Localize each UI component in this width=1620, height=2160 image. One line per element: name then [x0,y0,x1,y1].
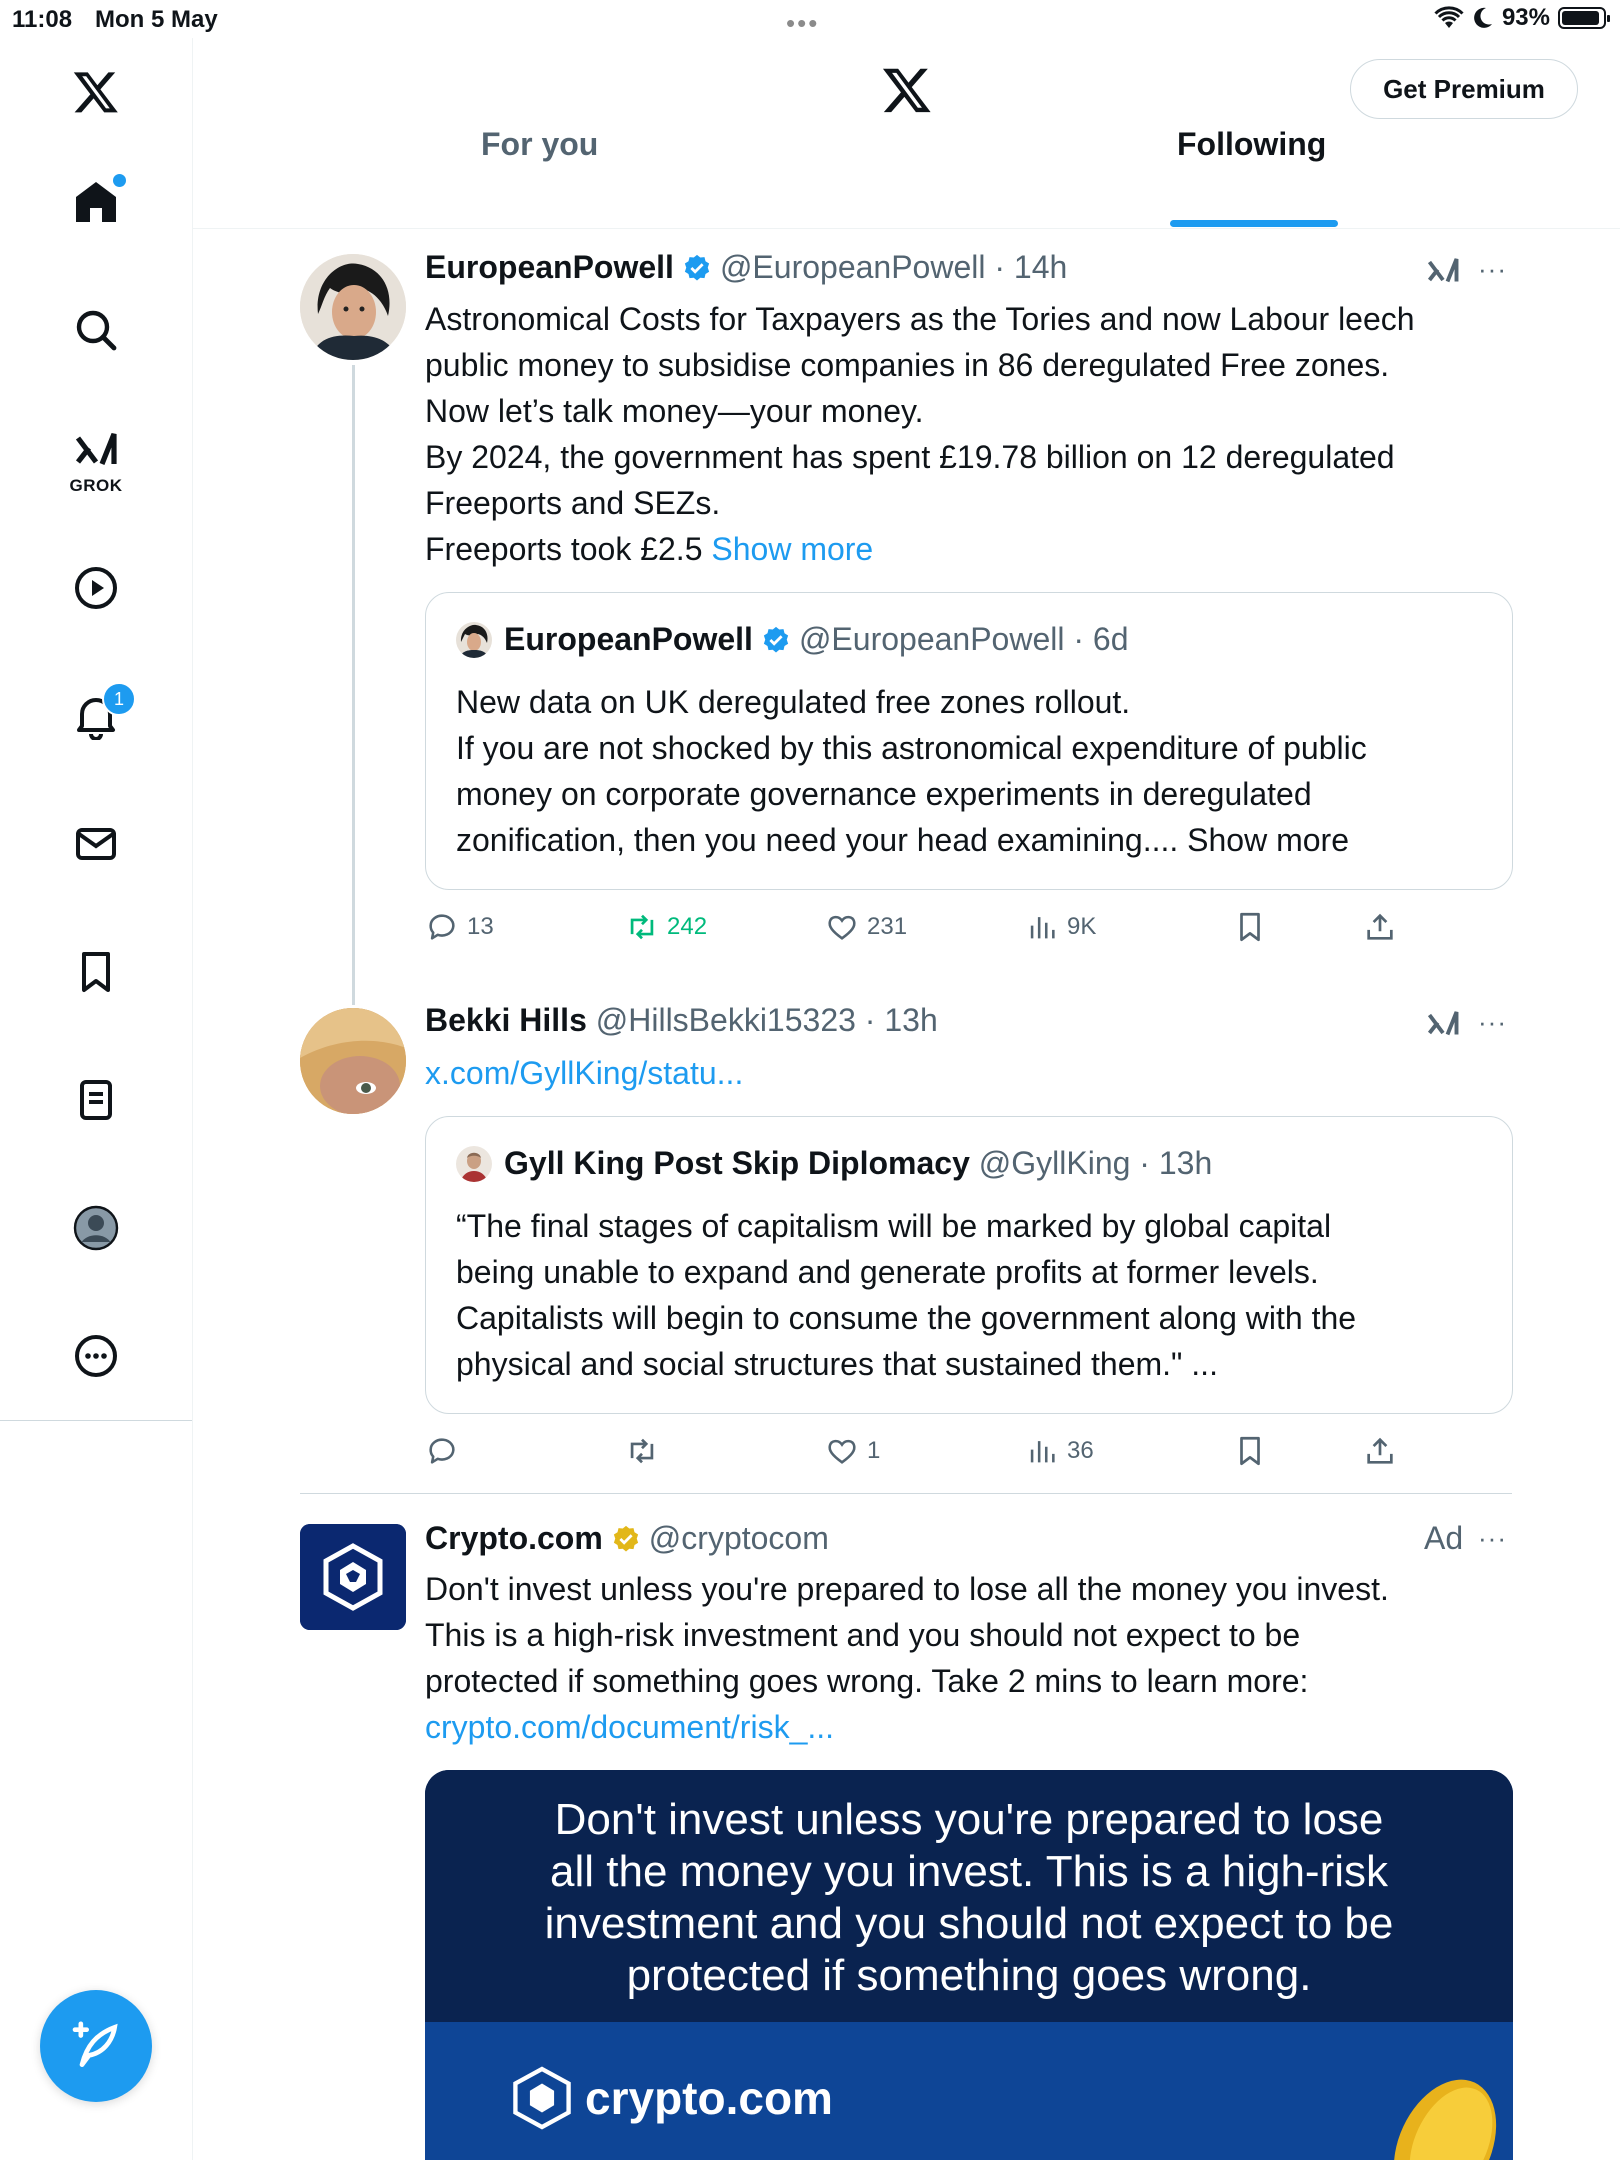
post-1-repost-button[interactable]: 242 [625,910,707,944]
battery-icon [1558,7,1606,29]
post-divider [300,1493,1512,1494]
post-1-text: Astronomical Costs for Taxpayers as the Tories and now Labour leech public money to subsidise companies in 86 deregulated Free zones. Now let’s talk money—your money. By 2024, the government has spent £19.78 billion on 12 deregulated Freeports and SEZs. Freeports took £2.5 Show more [425,301,1415,567]
bookmark-icon [1233,910,1267,944]
post-2-quote-header: Gyll King Post Skip Diplomacy @GyllKing · 13h [456,1145,1212,1182]
notifications-bell-icon[interactable] [56,676,136,756]
post-1-reply-button[interactable]: 13 [425,910,494,944]
post-2-more-icon[interactable]: ··· [1478,1007,1507,1037]
bookmark-icon [1233,1434,1267,1468]
share-upload-icon [1363,910,1397,944]
home-unread-dot [113,174,126,187]
post-3-text: Don't invest unless you're prepared to lose all the money you invest. This is a high-risk investment and you should not expect to be protected if something goes wrong. Take 2 mins to learn more: crypto.com/document/risk_... [425,1566,1515,1750]
crypto-com-logo-icon [513,2066,571,2130]
lists-icon[interactable] [56,1060,136,1140]
ad-image-brand: crypto.com [513,2066,833,2130]
status-date: Mon 5 May [95,6,218,33]
quote-1-text: New data on UK deregulated free zones rollout. If you are not shocked by this astronomical expenditure of public money on corporate governance experiments in deregulated zonification, then you need your head examining.... Show more [456,684,1367,858]
multitask-dots-icon[interactable]: ••• [786,8,820,38]
post-3-header [425,1520,829,1557]
post-2-bookmark-button[interactable] [1233,1434,1267,1468]
post-2-repost-button[interactable] [625,1434,667,1468]
ad-image-headline: Don't invest unless you're prepared to lose all the money you invest. This is a high-risk investment and you should not expect to be protected if something goes wrong. [544,1795,1394,2000]
quote-2-handle: @GyllKing [978,1145,1131,1181]
quote-1-show-more[interactable]: Show more [1187,822,1349,858]
post-2-link[interactable]: x.com/GyllKing/statu... [425,1055,744,1091]
grok-label: GROK [69,476,123,495]
post-1-show-more-link[interactable]: Show more [711,531,874,567]
wifi-icon [1434,6,1464,30]
post-1-quote-header: EuropeanPowell @EuropeanPowell · 6d [456,621,1129,658]
compose-post-button[interactable] [40,1990,152,2102]
repost-icon [625,1434,659,1468]
reply-icon [425,1434,459,1468]
messages-envelope-icon[interactable] [56,804,136,884]
post-3-link[interactable]: crypto.com/document/risk_... [425,1709,835,1745]
post-2-reply-button[interactable] [425,1434,467,1468]
gold-verified-badge-icon [611,1524,641,1554]
post-2-like-button[interactable]: 1 [825,1434,880,1468]
profile-avatar-icon[interactable] [56,1188,136,1268]
tab-for-you[interactable]: For you [481,126,599,162]
heart-icon [825,1434,859,1468]
gold-coin-icon [1381,2066,1501,2160]
quote-2-avatar [456,1146,492,1182]
get-premium-button[interactable]: Get Premium [1350,59,1578,119]
sidebar-divider [0,1420,192,1421]
status-right [1434,4,1606,32]
post-1-quote-card[interactable] [425,592,1513,890]
post-2-quote-card[interactable] [425,1116,1513,1414]
status-bar [0,0,1620,38]
quote-2-time: 13h [1158,1145,1213,1181]
search-icon[interactable] [56,290,136,370]
verified-badge-icon [761,625,791,655]
post-3-more-icon[interactable]: ··· [1478,1523,1507,1553]
heart-icon [825,910,859,944]
moon-icon [1472,6,1494,30]
status-time: 11:08 [12,6,73,33]
x-logo-icon[interactable] [56,52,136,132]
views-chart-icon [1025,910,1059,944]
ad-label: Ad [1424,1520,1464,1556]
video-play-icon[interactable] [56,548,136,628]
post-2-share-button[interactable] [1363,1434,1397,1468]
post-2-views[interactable]: 36 [1025,1434,1094,1468]
post-1-header: EuropeanPowell @EuropeanPowell · 14h [425,249,1068,285]
battery-percent: 93% [1501,4,1550,31]
ad-image-card[interactable] [425,1770,1513,2160]
post-1-grok-icon[interactable] [1425,253,1461,289]
bookmarks-icon[interactable] [56,932,136,1012]
verified-badge-icon [682,253,712,283]
thread-connector-line [352,365,355,1005]
sidebar [0,38,193,2160]
post-2-time[interactable]: 13h [884,1002,938,1038]
share-upload-icon [1363,1434,1397,1468]
avatar-bekki-hills[interactable] [300,1008,406,1114]
post-2-grok-icon[interactable] [1425,1006,1461,1042]
post-1-handle[interactable]: @EuropeanPowell [719,249,986,285]
repost-icon [625,910,659,944]
post-1-more-icon[interactable]: ··· [1478,254,1507,284]
post-2-author-name[interactable]: Bekki Hills [425,1002,587,1038]
quote-1-handle: @EuropeanPowell [798,621,1065,657]
avatar-crypto-com[interactable] [300,1524,406,1630]
quote-2-text: “The final stages of capitalism will be marked by global capital being unable to expand and generate profits at former levels. Capitalists will begin to consume the government along with the physical and social structures that sustained them." ... [456,1208,1357,1382]
reply-icon [425,910,459,944]
post-2-actions [425,1434,1513,1474]
post-2-header: Bekki Hills @HillsBekki15323 · 13h [425,1002,938,1038]
post-1-views[interactable]: 9K [1025,910,1096,944]
quote-2-author-name: Gyll King Post Skip Diplomacy [504,1145,970,1181]
quote-1-time: 6d [1092,621,1129,657]
post-3-author-name[interactable]: Crypto.com [425,1520,603,1556]
post-1-like-button[interactable]: 231 [825,910,907,944]
post-1-share-button[interactable] [1363,910,1397,944]
post-1-author-name[interactable]: EuropeanPowell [425,249,674,285]
active-tab-indicator [1170,220,1338,227]
x-header-logo-icon[interactable] [880,64,934,116]
post-1-time[interactable]: 14h [1013,249,1068,285]
home-icon[interactable] [56,162,136,242]
post-2-handle[interactable]: @HillsBekki15323 [595,1002,856,1038]
avatar-europeanpowell[interactable] [300,254,406,360]
views-chart-icon [1025,1434,1059,1468]
quote-1-author-name: EuropeanPowell [504,621,753,657]
notification-count-badge: 1 [102,682,136,716]
post-1-actions [425,910,1513,950]
tab-following[interactable]: Following [1177,126,1327,162]
quote-1-avatar [456,622,492,658]
post-1-bookmark-button[interactable] [1233,910,1267,944]
compose-feather-icon [68,2018,124,2074]
post-3-handle[interactable]: @cryptocom [648,1520,829,1556]
more-options-icon[interactable] [56,1316,136,1396]
